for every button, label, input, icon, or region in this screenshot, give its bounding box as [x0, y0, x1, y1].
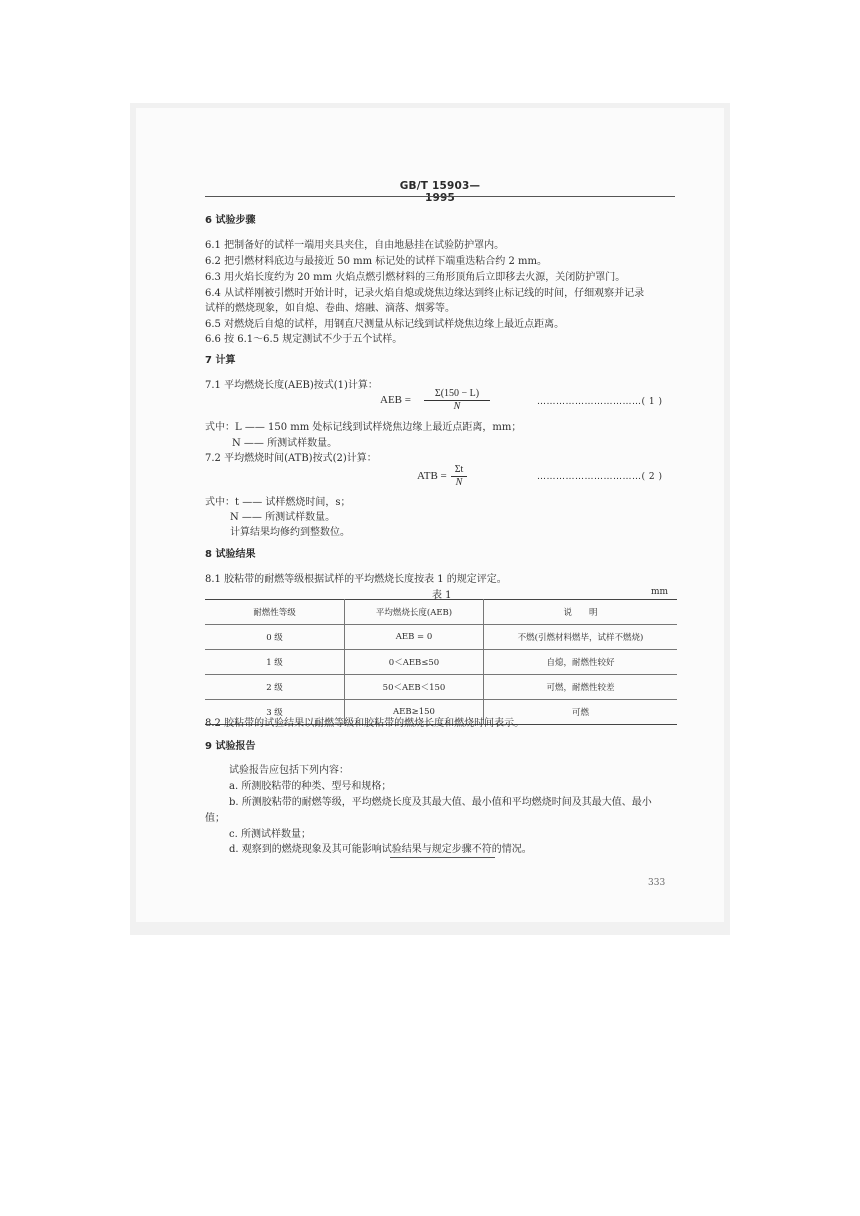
section-9-title: 9 试验报告	[205, 741, 256, 752]
standard-header: GB/T 15903—1995	[399, 180, 481, 204]
report-item-c: c. 所测试样数量；	[229, 829, 311, 840]
formula-1-number: ……………………………( 1 )	[537, 397, 663, 407]
table-unit: mm	[651, 587, 669, 597]
section-7-title: 7 计算	[205, 355, 236, 366]
page-number: 333	[648, 878, 666, 888]
para-6-4: 6.4 从试样刚被引燃时开始计时，记录火焰自熄或烧焦边缘达到终止标记线的时间，仔细观察并记录	[205, 288, 645, 299]
para-6-4-cont: 试样的燃烧现象，如自熄、卷曲、熔融、滴落、烟雾等。	[205, 303, 455, 314]
para-6-5: 6.5 对燃烧后自熄的试样，用钢直尺测量从标记线到试样烧焦边缘上最近点距离。	[205, 319, 565, 330]
table-cell: 可燃，耐燃性较差	[484, 675, 678, 700]
para-7-1: 7.1 平均燃烧长度(AEB)按式(1)计算：	[205, 380, 378, 391]
where-2-t: 式中：t —— 试样燃烧时间，s；	[205, 497, 351, 508]
para-8-1: 8.1 胶粘带的耐燃等级根据试样的平均燃烧长度按表 1 的规定评定。	[205, 574, 507, 585]
table-cell: 1 级	[205, 650, 345, 675]
where-1-L: 式中：L —— 150 mm 处标记线到试样烧焦边缘上最近点距离，mm；	[205, 422, 522, 433]
where-2-N: N —— 所测试样数量。	[230, 512, 336, 523]
table-cell: 可燃	[484, 700, 678, 725]
table-cell: 不燃(引燃材料燃毕，试样不燃烧)	[484, 625, 678, 650]
table-row	[205, 650, 677, 675]
header-rule	[205, 196, 675, 197]
para-8-2: 8.2 胶粘带的试验结果以耐燃等级和胶粘带的燃烧长度和燃烧时间表示。	[205, 718, 525, 729]
section-6-title: 6 试验步骤	[205, 215, 256, 226]
para-6-1: 6.1 把制备好的试样一端用夹具夹住，自由地悬挂在试验防护罩内。	[205, 240, 505, 251]
table-row	[205, 675, 677, 700]
table-cell: 自熄，耐燃性较好	[484, 650, 678, 675]
table-header-cell: 平均燃烧长度(AEB)	[345, 600, 484, 625]
report-intro: 试验报告应包括下列内容：	[229, 765, 349, 776]
formula-1-fraction	[424, 388, 490, 413]
table-cell: 0＜AEB≤50	[345, 650, 484, 675]
report-item-d: d. 观察到的燃烧现象及其可能影响试验结果与规定步骤不符的情况。	[229, 844, 532, 855]
grade-table	[205, 599, 677, 725]
formula-1-numerator: Σ(150 − L)	[424, 388, 490, 401]
table-header-cell: 耐燃性等级	[205, 600, 345, 625]
table-header-row	[205, 600, 677, 625]
formula-2-number: ……………………………( 2 )	[537, 472, 663, 482]
formula-2-fraction	[451, 464, 467, 489]
formula-1-lhs: AEB =	[380, 394, 411, 406]
table-cell: AEB = 0	[345, 625, 484, 650]
table-cell: 2 级	[205, 675, 345, 700]
table-cell: 0 级	[205, 625, 345, 650]
table-row	[205, 625, 677, 650]
formula-2-numerator: Σt	[451, 464, 467, 477]
end-rule	[390, 857, 495, 858]
table-header-cell: 说 明	[563, 608, 598, 618]
table-caption: 表 1	[432, 590, 452, 601]
rounding-note: 计算结果均修约到整数位。	[230, 527, 350, 538]
section-8-title: 8 试验结果	[205, 549, 256, 560]
formula-2-lhs: ATB =	[417, 470, 447, 482]
where-1-N: N —— 所测试样数量。	[232, 438, 338, 449]
para-7-2: 7.2 平均燃烧时间(ATB)按式(2)计算：	[205, 453, 377, 464]
report-item-b-cont: 值；	[205, 813, 225, 824]
para-6-3: 6.3 用火焰长度约为 20 mm 火焰点燃引燃材料的三角形顶角后立即移去火源，关闭防护罩门。	[205, 272, 626, 283]
table-cell: AEB≥150	[345, 700, 484, 725]
report-item-a: a. 所测胶粘带的种类、型号和规格；	[229, 781, 392, 792]
report-item-b: b. 所测胶粘带的耐燃等级，平均燃烧长度及其最大值、最小值和平均燃烧时间及其最大值、最小	[229, 797, 652, 808]
formula-1-denominator: N	[453, 401, 461, 412]
para-6-6: 6.6 按 6.1～6.5 规定测试不少于五个试样。	[205, 334, 403, 345]
table-cell: 3 级	[205, 700, 345, 725]
para-6-2: 6.2 把引燃材料底边与最接近 50 mm 标记处的试样下端重迭粘合约 2 mm。	[205, 256, 547, 267]
formula-2-denominator: N	[455, 477, 463, 488]
table-cell: 50＜AEB＜150	[345, 675, 484, 700]
